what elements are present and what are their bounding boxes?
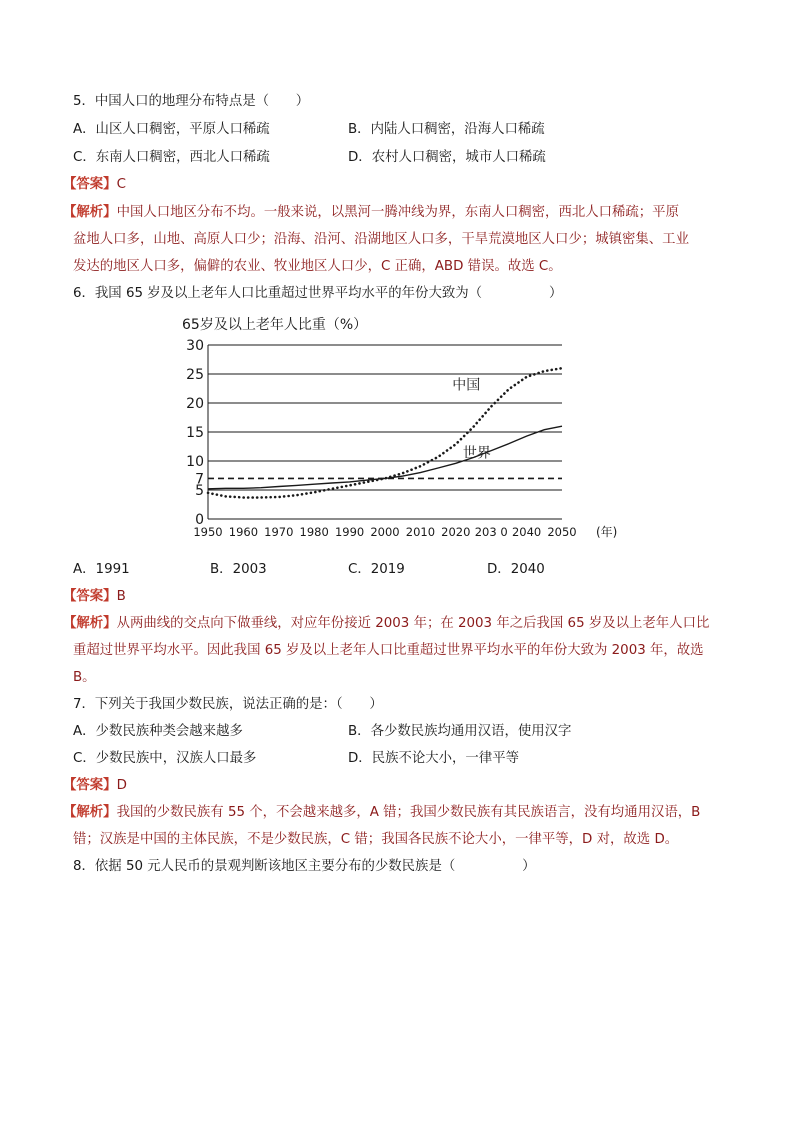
q5-analysis-label: 【解析】 xyxy=(63,205,117,220)
question-6-stem: 6．我国 65 岁及以上老年人口比重超过世界平均水平的年份大致为（ ） xyxy=(73,286,563,301)
q7-option-d: D．民族不论大小，一律平等 xyxy=(348,751,519,766)
q7-analysis-line-1 xyxy=(63,803,700,823)
q7-answer xyxy=(63,776,127,796)
aging-ratio-chart xyxy=(170,312,640,544)
x-tick-label: 203 0 xyxy=(474,525,508,539)
q6-answer-label: 【答案】 xyxy=(63,589,117,604)
x-tick-label: 1960 xyxy=(228,525,259,539)
q5-answer-label: 【答案】 xyxy=(63,177,117,192)
q6-analysis-text-1: 从两曲线的交点向下做垂线，对应年份接近 2003 年；在 2003 年之后我国 65 岁及以上老年人口比 xyxy=(116,616,710,631)
y-tick-label: 30 xyxy=(186,338,204,354)
q5-analysis-line-3: 发达的地区人口多，偏僻的农业、牧业地区人口少，C 正确，ABD 错误。故选 C。 xyxy=(73,259,562,274)
x-tick-label: 2000 xyxy=(370,525,400,539)
q5-option-c: C．东南人口稠密，西北人口稀疏 xyxy=(73,150,270,165)
x-tick-label: 2010 xyxy=(405,525,436,539)
q5-analysis-line-1 xyxy=(63,203,679,223)
q5-analysis-line-2: 盆地人口多，山地、高原人口少；沿海、沿河、沿湖地区人口多，干旱荒漠地区人口少；城镇密集、工业 xyxy=(73,232,689,247)
q7-option-c: C．少数民族中，汉族人口最多 xyxy=(73,751,257,766)
q5-option-d: D．农村人口稠密，城市人口稀疏 xyxy=(348,150,546,165)
x-tick-label: 1950 xyxy=(193,525,223,539)
chart-y-ticks xyxy=(186,338,204,528)
question-5-stem: 5．中国人口的地理分布特点是（ ） xyxy=(73,94,310,109)
y-tick-label: 20 xyxy=(186,396,204,412)
q6-option-a: A．1991 xyxy=(73,562,130,577)
x-tick-label: 1970 xyxy=(264,525,294,539)
x-tick-label: 2040 xyxy=(511,525,542,539)
q6-analysis-line-1 xyxy=(63,614,709,634)
q6-analysis-label: 【解析】 xyxy=(63,616,117,631)
q5-option-a: A．山区人口稠密，平原人口稀疏 xyxy=(73,122,270,137)
q5-analysis-text-1: 中国人口地区分布不均。一般来说，以黑河一腾冲线为界，东南人口稠密，西北人口稀疏；平原 xyxy=(116,205,679,220)
q7-option-a: A．少数民族种类会越来越多 xyxy=(73,724,243,739)
series-label-world: 世界 xyxy=(462,445,491,462)
x-tick-label: 2050 xyxy=(547,525,577,539)
q7-option-b: B．各少数民族均通用汉语，使用汉字 xyxy=(348,724,572,739)
chart-grid xyxy=(208,345,562,519)
series-label-china: 中国 xyxy=(452,377,481,394)
y-tick-label: 15 xyxy=(186,425,204,441)
q7-answer-label: 【答案】 xyxy=(63,778,117,793)
q7-analysis-text-1: 我国的少数民族有 55 个，不会越来越多，A 错；我国少数民族有其民族语言，没有均通用汉语，B xyxy=(116,805,701,820)
q6-option-c: C．2019 xyxy=(348,562,405,577)
y-tick-label: 10 xyxy=(186,454,204,470)
chart-title: 65岁及以上老年人比重（%） xyxy=(182,317,368,333)
x-tick-label: 1980 xyxy=(299,525,329,539)
q7-analysis-label: 【解析】 xyxy=(63,805,117,820)
q5-option-b: B．内陆人口稠密，沿海人口稀疏 xyxy=(348,122,545,137)
q7-answer-value: D xyxy=(116,778,127,793)
chart-x-ticks xyxy=(193,525,576,539)
question-8-stem: 8．依据 50 元人民币的景观判断该地区主要分布的少数民族是（ ） xyxy=(73,859,536,874)
x-tick-label: 2020 xyxy=(441,525,471,539)
y-tick-label: 7 xyxy=(195,471,204,488)
q6-analysis-line-3: B。 xyxy=(73,670,96,685)
chart-x-unit: (年) xyxy=(596,525,618,539)
q6-answer-value: B xyxy=(116,589,126,604)
q6-option-d: D．2040 xyxy=(487,562,545,577)
q5-answer-value: C xyxy=(116,177,126,192)
q6-option-b: B．2003 xyxy=(210,562,267,577)
q5-answer xyxy=(63,175,126,195)
y-tick-label: 0 xyxy=(195,512,204,528)
series-line-world xyxy=(208,426,562,489)
question-7-stem: 7．下列关于我国少数民族，说法正确的是：（ ） xyxy=(73,697,383,712)
q7-analysis-line-2: 错；汉族是中国的主体民族，不是少数民族，C 错；我国各民族不论大小，一律平等，D 对，故选 D。 xyxy=(73,832,679,847)
q6-analysis-line-2: 重超过世界平均水平。因此我国 65 岁及以上老年人口比重超过世界平均水平的年份大致为 2003 年，故选 xyxy=(73,643,704,658)
q6-answer xyxy=(63,587,126,607)
y-tick-label: 25 xyxy=(186,367,204,383)
x-tick-label: 1990 xyxy=(334,525,365,539)
y-tick-label: 5 xyxy=(195,483,204,499)
